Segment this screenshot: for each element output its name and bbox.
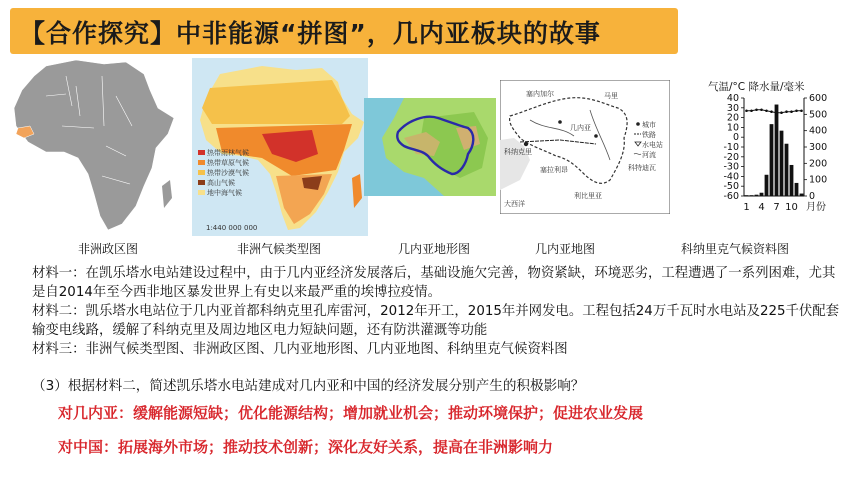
left-tick-label: 40	[726, 93, 739, 104]
temperature-point	[765, 109, 768, 112]
precip-bar	[770, 124, 774, 196]
africa-political-map	[6, 56, 182, 236]
right-tick-label: 400	[809, 125, 828, 137]
x-tick-label: 10	[785, 202, 798, 213]
precip-bar	[785, 144, 789, 196]
temperature-point	[790, 110, 793, 113]
temperature-point	[800, 109, 803, 112]
left-tick-label: -30	[723, 161, 739, 173]
temperature-point	[775, 111, 778, 114]
precip-bar	[795, 183, 799, 196]
map-label-senegal: 塞内加尔	[526, 90, 554, 98]
climate-legend-highland: 高山气候	[207, 179, 235, 187]
temperature-point	[780, 111, 783, 114]
precip-bar	[760, 193, 764, 196]
precip-bar	[765, 175, 769, 196]
left-tick-label: 30	[726, 102, 739, 114]
guinea-terrain-map	[364, 98, 496, 196]
precip-bar	[745, 195, 749, 196]
temperature-point	[750, 109, 753, 112]
map-legend-railway: 铁路	[642, 131, 656, 139]
slide-title: 【合作探究】中非能源“拼图”，几内亚板块的故事	[20, 19, 601, 48]
precip-bar	[780, 131, 784, 196]
material-3: 材料三：非洲气候类型图、非洲政区图、几内亚地形图、几内亚地图、科纳里克气候资料图	[32, 342, 568, 357]
material-1: 材料一：在凯乐塔水电站建设过程中，由于几内亚经济发展落后，基础设施欠完善，物资紧缺，环境恶劣，工程遭遇了一系列困难，尤其是自2014年至今西非地区暴发世界上有史以来最严重的埃博拉疫情。	[32, 266, 836, 300]
caption-conakry-climate: 科纳里克气候资料图	[681, 242, 790, 256]
precip-bar	[775, 105, 779, 196]
x-tick-label: 7	[773, 202, 780, 213]
climate-legend-savanna: 热带草原气候	[207, 159, 249, 167]
map-label-mali: 马里	[604, 92, 618, 100]
map-legend-city: 城市	[642, 121, 656, 129]
map-label-guinea: 几内亚	[570, 124, 591, 132]
right-tick-label: 200	[809, 158, 828, 170]
map-label-sierra-leone: 塞拉利昂	[540, 166, 568, 174]
temperature-point	[795, 109, 798, 112]
title-banner	[10, 8, 678, 54]
left-tick-label: -60	[723, 191, 739, 202]
temperature-point	[785, 110, 788, 113]
answer-china: 对中国：拓展海外市场；推动技术创新；深化友好关系，提高在非洲影响力	[58, 438, 554, 456]
map-legend-hydropower: 水电站	[642, 141, 663, 149]
climate-scale: 1:440 000 000	[206, 224, 258, 232]
temperature-point	[745, 109, 748, 112]
left-tick-label: 20	[726, 112, 739, 124]
right-tick-label: 600	[809, 93, 828, 104]
x-tick-label: 4	[758, 202, 765, 213]
temperature-point	[755, 108, 758, 111]
right-tick-label: 300	[809, 142, 828, 153]
right-tick-label: 0	[809, 191, 816, 202]
x-tick-label: 月份	[806, 202, 826, 213]
precip-bar	[755, 195, 759, 196]
map-label-conakry: 科纳克里	[504, 148, 532, 156]
material-2: 材料二：凯乐塔水电站位于几内亚首都科纳克里孔库雷河，2012年开工，2015年并网发电。工程包括24万千瓦时水电站及225千伏配套输变电线路，缓解了科纳克里及周边地区电力短缺问题，还有防洪灌溉等功能	[32, 304, 840, 338]
right-tick-label: 100	[809, 174, 828, 186]
caption-guinea-map: 几内亚地图	[535, 242, 596, 256]
climate-legend-mediterranean: 地中海气候	[207, 189, 242, 197]
left-tick-label: -20	[723, 151, 739, 163]
africa-climate-map	[192, 58, 368, 236]
left-tick-label: 0	[732, 132, 739, 144]
left-tick-label: 10	[726, 122, 739, 134]
left-tick-label: -50	[723, 181, 739, 193]
left-tick-label: -40	[723, 171, 739, 183]
climate-legend-desert: 热带沙漠气候	[207, 169, 249, 177]
temperature-line	[747, 110, 802, 113]
precip-bar	[800, 194, 804, 196]
map-label-liberia: 利比里亚	[574, 192, 602, 200]
precip-bar	[790, 165, 794, 196]
answer-guinea: 对几内亚：缓解能源短缺；优化能源结构；增加就业机会；推动环境保护；促进农业发展	[58, 404, 644, 422]
caption-guinea-terrain: 几内亚地形图	[398, 242, 471, 256]
climate-chart-header: 气温/°C 降水量/毫米	[708, 81, 805, 93]
map-label-atlantic: 大西洋	[504, 200, 525, 208]
map-label-cote-divoire: 科特迪瓦	[628, 164, 656, 172]
x-tick-label: 1	[743, 202, 750, 213]
map-legend-river: 河流	[642, 151, 656, 159]
left-tick-label: -10	[723, 142, 739, 153]
caption-africa-climate: 非洲气候类型图	[237, 242, 322, 256]
caption-africa-political: 非洲政区图	[78, 242, 139, 256]
temperature-point	[770, 110, 773, 113]
guinea-map	[500, 80, 670, 214]
climate-legend-rainforest: 热带雨林气候	[207, 149, 249, 157]
question-3: （3）根据材料二，简述凯乐塔水电站建成对几内亚和中国的经济发展分别产生的积极影响？	[32, 378, 585, 394]
conakry-climate-chart	[706, 78, 858, 224]
right-tick-label: 500	[809, 109, 828, 121]
precip-bar	[750, 195, 754, 196]
temperature-point	[760, 108, 763, 111]
